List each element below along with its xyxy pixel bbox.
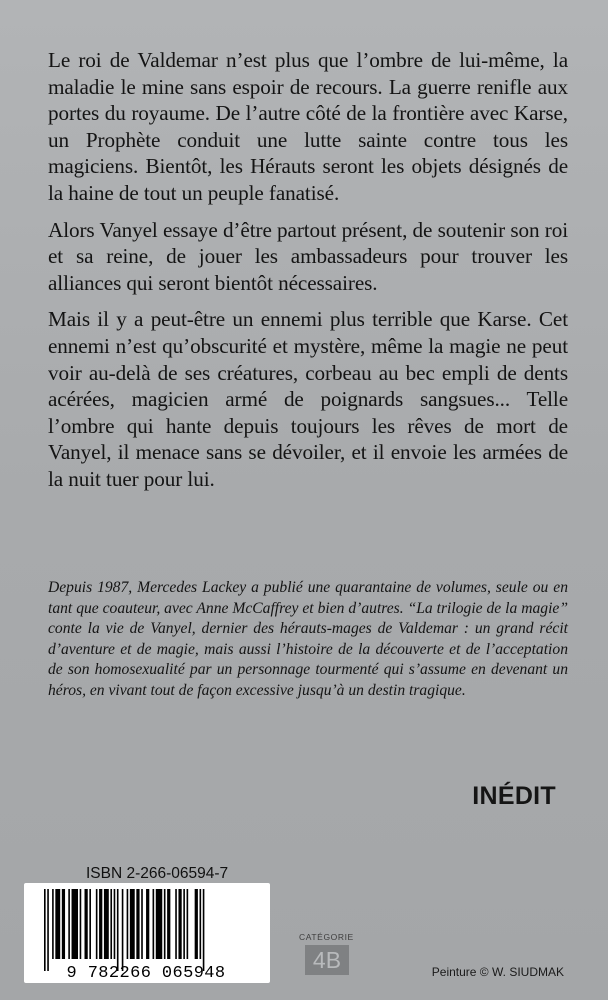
barcode-bar [44, 889, 46, 971]
category-code: 4B [305, 945, 349, 975]
barcode-bar [136, 889, 139, 959]
barcode-bar [110, 889, 112, 959]
barcode-bar [52, 889, 54, 959]
barcode-bar [89, 889, 91, 959]
summary-text [48, 47, 568, 503]
barcode-bar [167, 889, 170, 959]
category-label: CATÉGORIE [299, 932, 354, 942]
barcode-bar [175, 889, 177, 959]
summary-paragraph: Le roi de Valdemar n’est plus que l’ombre de lui-même, la maladie le mine sans espoir de recours. La guerre renifle aux portes du royaume. De l’autre côté de la frontière avec Karse, un Prophète conduit une lutte sainte contre tous les magiciens. Bientôt, les Hérauts seront les objets désignés de la haine de tout un peuple fanatisé. [48, 48, 568, 205]
barcode-bar [127, 889, 129, 959]
barcode-bar [72, 889, 78, 959]
barcode-bar [68, 889, 70, 959]
isbn-label: ISBN 2-266-06594-7 [86, 865, 229, 882]
inedit-badge: INÉDIT [472, 782, 556, 810]
barcode-bar [117, 889, 119, 971]
barcode-bar [122, 889, 124, 971]
barcode-bar [200, 889, 202, 959]
barcode-bar [178, 889, 181, 959]
barcode-bar [153, 889, 155, 959]
barcode-bar [183, 889, 185, 959]
barcode-bar [55, 889, 60, 959]
barcode-bar [80, 889, 82, 959]
barcode-bar [99, 889, 102, 959]
barcode-bar [146, 889, 149, 959]
barcode-bar [156, 889, 162, 959]
summary-paragraph: Mais il y a peut-être un ennemi plus terrible que Karse. Cet ennemi n’est qu’obscurité et mystère, même la magie ne peut voir au-delà de ses créatures, corbeau au bec empli de dents acérées, magicien armé de poignards sangsues... Telle l’ombre qui hante depuis toujours les rêves de mort de Vanyel, il menace sans se dévoiler, et il envoie les armées de la nuit tuer pour lui. [48, 307, 568, 491]
barcode-bar [141, 889, 143, 959]
summary-paragraph: Alors Vanyel essaye d’être partout présent, de soutenir son roi et sa reine, de jouer les ambassadeurs pour trouver les alliances qui seront bientôt nécessaires. [48, 217, 568, 295]
barcode-digits: 9 782266 065948 [66, 964, 226, 983]
barcode-bar [96, 889, 98, 959]
barcode-bar [130, 889, 135, 959]
barcode-bar [203, 889, 205, 971]
cover-art-credit: Peinture © W. SIUDMAK [431, 965, 564, 979]
barcode-bar [104, 889, 109, 959]
barcode-bar [47, 889, 49, 971]
barcode-bar [62, 889, 65, 959]
barcode [24, 883, 270, 983]
author-bio: Depuis 1987, Mercedes Lackey a publié une quarantaine de volumes, seule ou en tant que coauteur, avec Anne McCaffrey et bien d’autres. “La trilogie de la magie” conte la vie de Vanyel, dernier des hérauts-mages de Valdemar : un grand récit d’aventure et de magie, mais aussi l’histoire de la découverte et de l’acceptation de son homosexualité par un personnage tourmenté qui s’assume en devenant un héros, en vivant tout de façon excessive jusqu’à un destin tragique. [48, 579, 568, 699]
barcode-bar [114, 889, 116, 959]
barcode-graphic [24, 883, 270, 983]
barcode-bar [195, 889, 198, 959]
barcode-bar [187, 889, 189, 959]
barcode-bar [85, 889, 88, 959]
barcode-bar [164, 889, 166, 959]
